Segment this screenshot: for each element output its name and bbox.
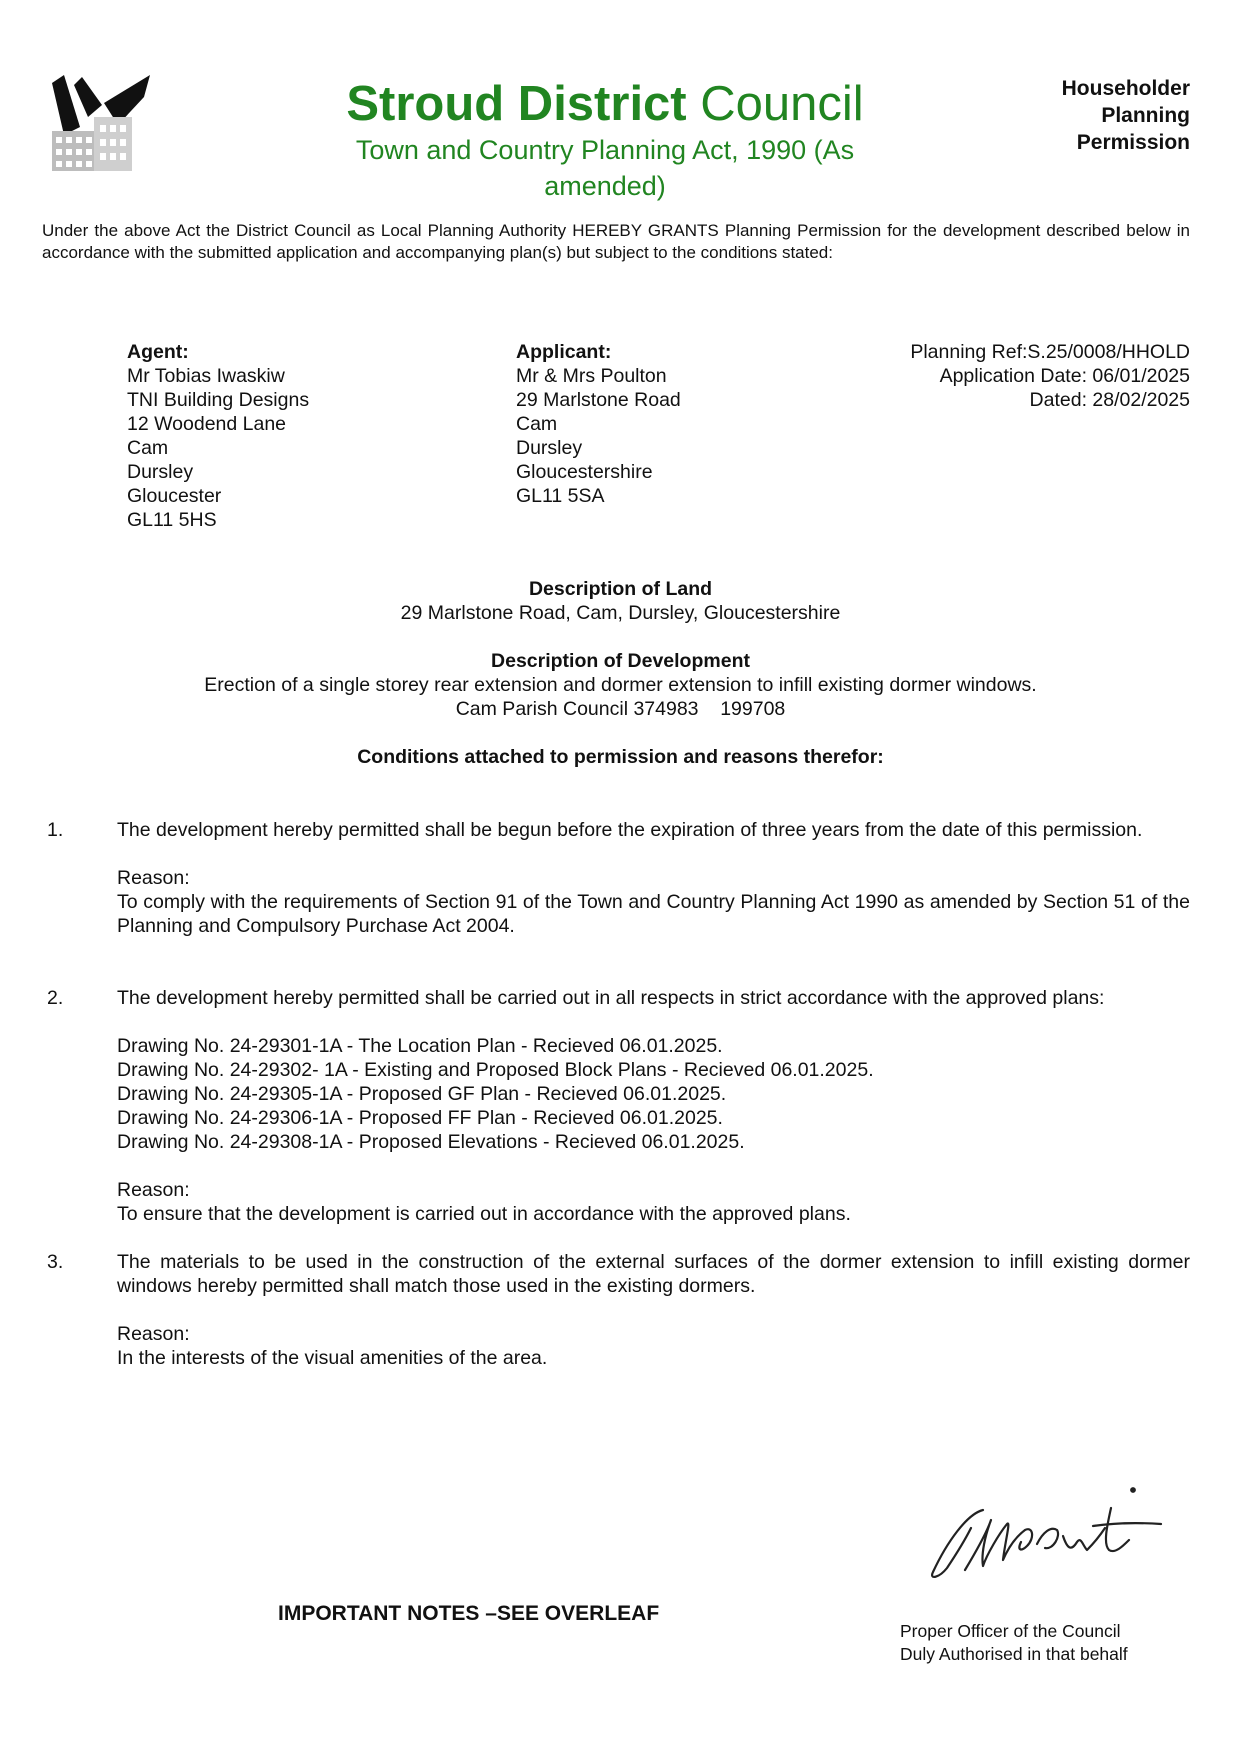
officer-line: Proper Officer of the Council [900,1621,1121,1641]
development-text: Erection of a single storey rear extension and dormer extension to infill existing dormer windows. [204,674,1037,696]
agent-heading: Agent: [127,341,189,363]
applicant-line: Dursley [516,437,583,459]
agent-line: Dursley [127,461,194,483]
condition-number: 3. [47,1251,64,1273]
document-type-line: Permission [1076,131,1190,154]
council-title [300,74,910,134]
applicant-line: Gloucestershire [516,461,653,483]
reference-block [830,340,1190,412]
applicant-block [516,340,846,508]
document-type-line: Planning [1101,104,1190,127]
planning-ref: Planning Ref:S.25/0008/HHOLD [910,341,1190,363]
agent-block [127,340,457,532]
condition-number: 2. [47,987,64,1009]
act-subtitle: Town and Country Planning Act, 1990 (As amended) [355,135,855,201]
council-logo [48,75,150,173]
reason-text: To comply with the requirements of Section 91 of the Town and Country Planning Act 1990 as amended by Section 51 of the Planning and Compulsory Purchase Act 2004. [117,891,1190,937]
applicant-line: 29 Marlstone Road [516,389,681,411]
condition-text: The development hereby permitted shall be begun before the expiration of three years from the date of this permission. [117,819,1143,841]
council-title-regular: Council [700,77,864,131]
condition-2 [117,986,1190,1226]
reason-label: Reason: [117,1179,190,1201]
condition-text: The development hereby permitted shall be carried out in all respects in strict accordance with the approved plans: [117,987,1105,1009]
intro-paragraph: Under the above Act the District Council as Local Planning Authority HEREBY GRANTS Planning Permission for the development described below in accordance with the submitted application and accompanying plan(s) but subject to the conditions stated: [42,221,1190,262]
condition-3 [117,1250,1190,1370]
agent-line: Gloucester [127,485,222,507]
reason-label: Reason: [117,1323,190,1345]
parish-line: Cam Parish Council 374983 199708 [455,698,786,720]
council-title-bold: Stroud District [346,77,687,131]
drawing-item: Drawing No. 24-29302- 1A - Existing and Proposed Block Plans - Recieved 06.01.2025. [117,1059,874,1081]
important-notes: IMPORTANT NOTES –SEE OVERLEAF [278,1602,660,1625]
applicant-line: GL11 5SA [516,485,605,507]
conditions-heading: Conditions attached to permission and reasons therefor: [357,746,884,768]
condition-1 [117,818,1190,938]
applicant-heading: Applicant: [516,341,612,363]
drawing-item: Drawing No. 24-29305-1A - Proposed GF Plan - Recieved 06.01.2025. [117,1083,727,1105]
condition-number: 1. [47,819,64,841]
land-section [0,577,1241,625]
agent-line: 12 Woodend Lane [127,413,287,435]
agent-line: Mr Tobias Iwaskiw [127,365,285,387]
dated: Dated: 28/02/2025 [1029,389,1190,411]
agent-line: TNI Building Designs [127,389,310,411]
development-heading: Description of Development [491,650,750,672]
applicant-line: Mr & Mrs Poulton [516,365,667,387]
document-type [980,75,1190,156]
condition-text: The materials to be used in the construction of the external surfaces of the dormer extension to infill existing dormer windows hereby permitted shall match those used in the existing dormers. [117,1251,1190,1297]
agent-line: Cam [127,437,169,459]
applicant-line: Cam [516,413,558,435]
reason-text: In the interests of the visual amenities of the area. [117,1347,548,1369]
officer-line: Duly Authorised in that behalf [900,1644,1128,1664]
drawing-item: Drawing No. 24-29301-1A - The Location Plan - Recieved 06.01.2025. [117,1035,723,1057]
officer-signature [925,1480,1185,1590]
application-date: Application Date: 06/01/2025 [939,365,1190,387]
reason-label: Reason: [117,867,190,889]
reason-text: To ensure that the development is carried out in accordance with the approved plans. [117,1203,851,1225]
agent-line: GL11 5HS [127,509,217,531]
officer-block [900,1620,1200,1666]
land-text: 29 Marlstone Road, Cam, Dursley, Gloucestershire [400,602,841,624]
document-type-line: Householder [1061,77,1190,100]
land-heading: Description of Land [528,578,713,600]
drawing-item: Drawing No. 24-29308-1A - Proposed Elevations - Recieved 06.01.2025. [117,1131,745,1153]
development-section [0,649,1241,721]
drawing-item: Drawing No. 24-29306-1A - Proposed FF Plan - Recieved 06.01.2025. [117,1107,723,1129]
